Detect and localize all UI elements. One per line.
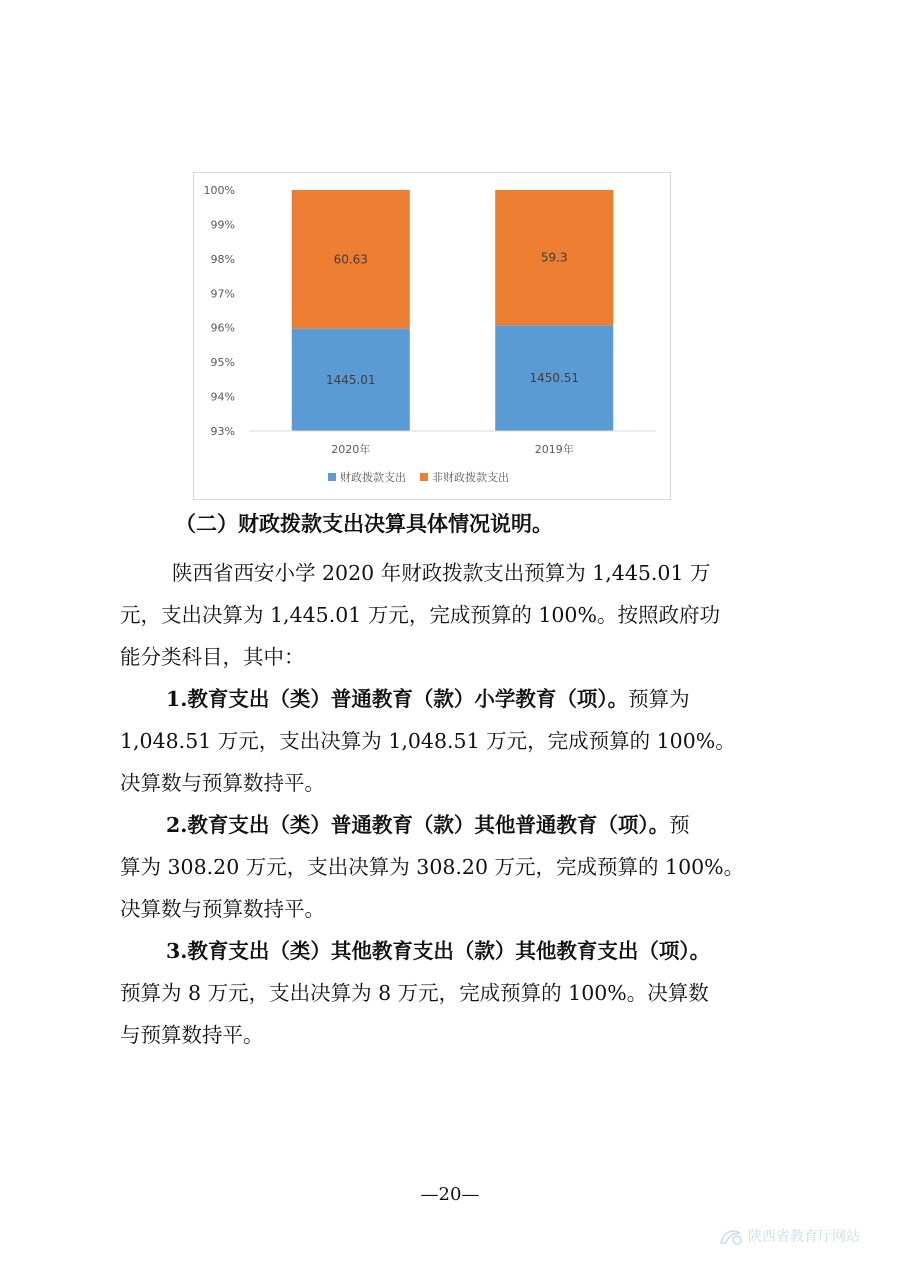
y-tick-label: 95% (210, 356, 235, 370)
paragraph-line: 1,048.51 万元，支出决算为 1,048.51 万元，完成预算的 100%。 (120, 729, 736, 753)
stacked-bar-chart (193, 172, 671, 500)
chart-canvas (194, 173, 670, 499)
data-label: 59.3 (540, 250, 568, 265)
y-tick-label: 94% (210, 390, 235, 404)
item-paragraph-2 (120, 804, 800, 930)
y-tick-label: 96% (210, 321, 235, 335)
y-tick-label: 100% (203, 184, 235, 197)
item-text: 预算为 (628, 687, 690, 711)
paragraph-line: 决算数与预算数持平。 (120, 897, 325, 921)
item-first-line (120, 930, 800, 972)
paragraph-line: 算为 308.20 万元，支出决算为 308.20 万元，完成预算的 100%。 (120, 855, 745, 879)
watermark-logo-icon (718, 1227, 744, 1247)
y-tick-label: 93% (210, 425, 235, 438)
y-tick-label: 97% (210, 287, 235, 301)
paragraph-line: 与预算数持平。 (120, 1023, 264, 1047)
intro-paragraph (120, 552, 800, 678)
item-title: 2.教育支出（类）普通教育（款）其他普通教育（项）。 (166, 813, 670, 837)
x-tick-label: 2020年 (331, 443, 371, 456)
item-text: 预 (669, 813, 690, 837)
legend-swatch (328, 473, 336, 481)
paragraph-line: 陕西省西安小学 2020 年财政拨款支出预算为 1,445.01 万 (172, 561, 711, 585)
paragraph-line: 能分类科目，其中： (120, 645, 305, 669)
data-label: 60.63 (333, 252, 368, 267)
y-tick-label: 99% (210, 218, 235, 232)
data-label: 1445.01 (325, 372, 376, 387)
legend-label: 非财政拨款支出 (432, 471, 509, 484)
item-title: 3.教育支出（类）其他教育支出（款）其他教育支出（项）。 (166, 939, 711, 963)
page-number: —20— (420, 1184, 480, 1205)
paragraph-line: 决算数与预算数持平。 (120, 771, 325, 795)
item-paragraph-1 (120, 678, 800, 804)
paragraph-line: 元，支出决算为 1,445.01 万元，完成预算的 100%。按照政府功 (120, 603, 720, 627)
watermark (718, 1226, 860, 1247)
item-title: 1.教育支出（类）普通教育（款）小学教育（项）。 (166, 687, 629, 711)
item-first-line (120, 804, 800, 846)
watermark-text: 陕西省教育厅网站 (748, 1229, 860, 1245)
legend-label: 财政拨款支出 (340, 471, 406, 484)
section-heading: （二）财政拨款支出决算具体情况说明。 (175, 511, 553, 536)
x-tick-label: 2019年 (534, 443, 574, 456)
item-paragraph-3 (120, 930, 800, 1056)
paragraph-line: 预算为 8 万元，支出决算为 8 万元，完成预算的 100%。决算数 (120, 981, 709, 1005)
item-first-line (120, 678, 800, 720)
y-tick-label: 98% (210, 252, 235, 266)
data-label: 1450.51 (529, 371, 580, 386)
legend-swatch (420, 473, 428, 481)
